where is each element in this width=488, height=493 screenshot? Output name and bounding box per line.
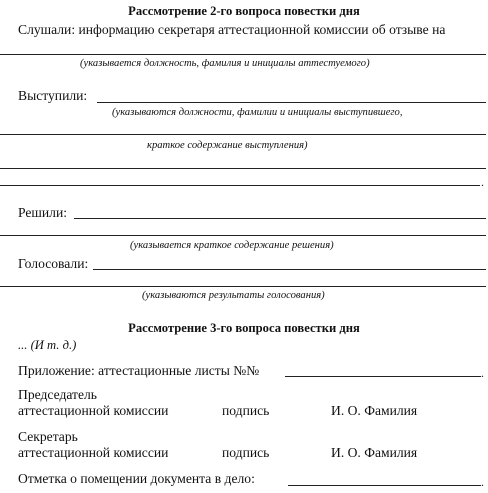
filing-end-period: . — [481, 475, 484, 489]
chairman-title-line1: Председатель — [18, 387, 97, 402]
filing-fill-line — [288, 485, 481, 486]
section3-heading: Рассмотрение 3-го вопроса повестки дня — [128, 321, 360, 335]
decided-fill-line — [74, 218, 486, 219]
heard-hint: (указывается должность, фамилия и инициалы аттестуемого) — [80, 58, 370, 69]
filing-label: Отметка о помещении документа в дело: — [18, 471, 255, 486]
secretary-name: И. О. Фамилия — [331, 445, 418, 460]
voted-hint: (указываются результаты голосования) — [142, 290, 325, 301]
spoke-fill-line-2 — [0, 134, 486, 135]
spoke-fill-line — [97, 102, 486, 103]
decided-fill-line-2 — [0, 235, 486, 236]
spoke-fill-line-4 — [0, 185, 480, 186]
section3-etc: ... (И т. д.) — [18, 338, 77, 352]
voted-label: Голосовали: — [18, 256, 89, 271]
spoke-end-period: . — [481, 175, 484, 189]
section2-heading: Рассмотрение 2-го вопроса повестки дня — [128, 4, 360, 18]
decided-label: Решили: — [18, 205, 67, 220]
secretary-title-line1: Секретарь — [18, 429, 78, 444]
spoke-hint: (указываются должности, фамилии и инициалы выступившего, — [112, 107, 403, 118]
heard-label: Слушали: информацию секретаря аттестационной комиссии об отзыве на — [18, 22, 446, 37]
chairman-signature: подпись — [222, 403, 270, 418]
secretary-signature: подпись — [222, 445, 270, 460]
chairman-name: И. О. Фамилия — [331, 403, 418, 418]
appendix-label: Приложение: аттестационные листы №№ — [18, 363, 260, 378]
voted-fill-line-2 — [0, 286, 486, 287]
chairman-title-line2: аттестационной комиссии — [18, 403, 169, 418]
spoke-fill-line-3 — [0, 168, 486, 169]
voted-fill-line — [93, 269, 486, 270]
secretary-title-line2: аттестационной комиссии — [18, 445, 169, 460]
spoke-label: Выступили: — [18, 88, 88, 103]
heard-fill-line — [0, 54, 486, 55]
spoke-hint-2: краткое содержание выступления) — [147, 140, 308, 151]
appendix-end-period: . — [481, 366, 484, 380]
appendix-fill-line — [285, 376, 481, 377]
decided-hint: (указывается краткое содержание решения) — [130, 240, 334, 251]
